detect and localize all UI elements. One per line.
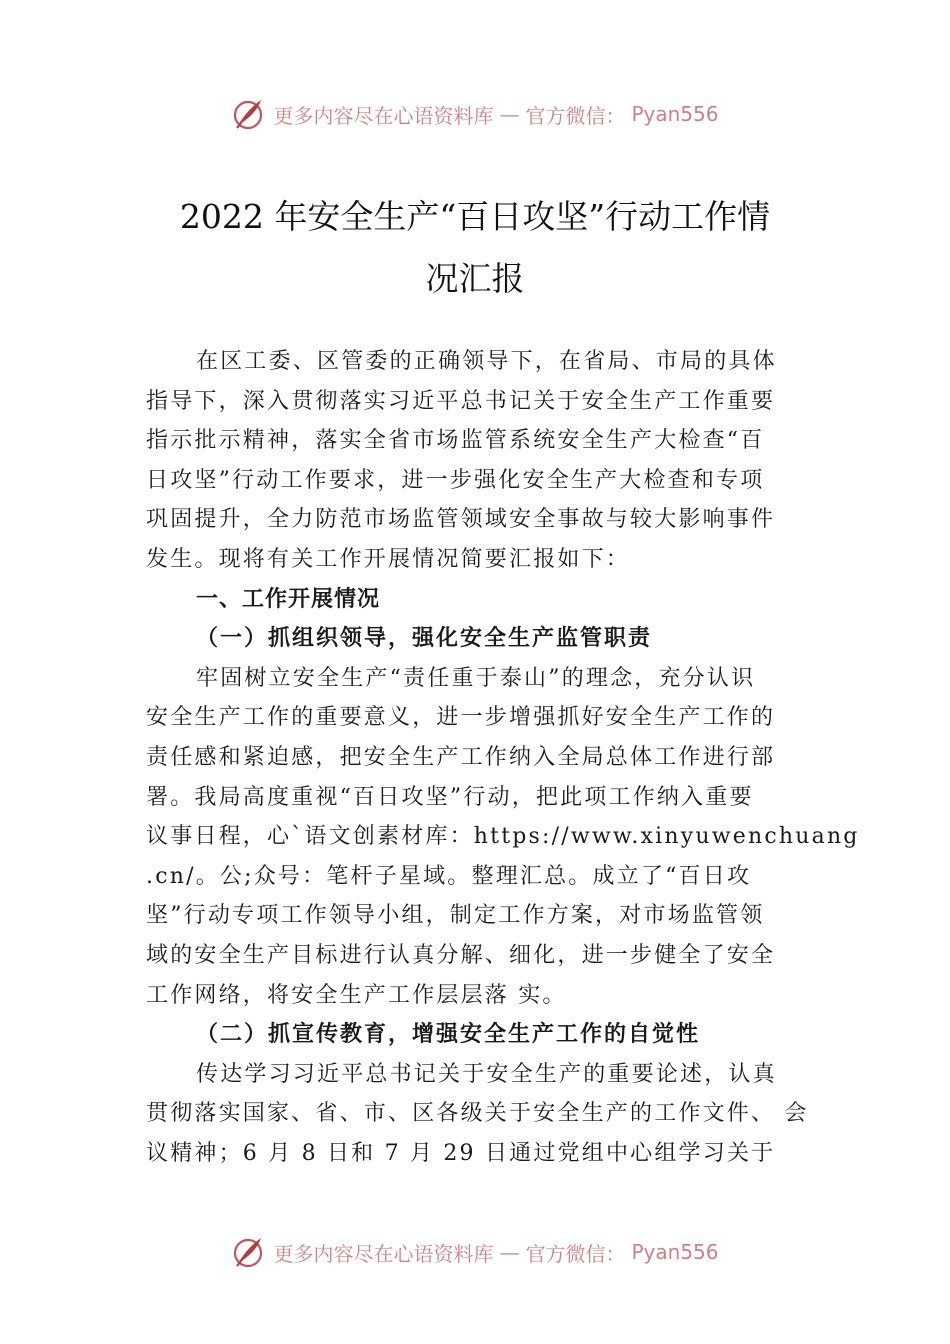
quill-logo-icon (231, 96, 267, 132)
body-line: 指示批示精神，落实全省市场监管系统安全生产大检查“百 (146, 428, 765, 454)
watermark-brand-text: 更多内容尽在心语资料库 (273, 103, 494, 128)
watermark-wechat-id: Pyan556 (631, 102, 719, 126)
document-body (146, 342, 860, 1173)
body-line: 议精神；6 月 8 日和 7 月 29 日通过党组中心组学习关于 (146, 1140, 776, 1166)
body-line: 责任感和紧迫感，把安全生产工作纳入全局总体工作进行部 (146, 744, 776, 770)
body-line: 工作网络，将安全生产工作层层落 实。 (146, 982, 567, 1008)
title-line-1: 2022 年安全生产“百日攻坚”行动工作情 (179, 197, 771, 236)
body-line: 牢固树立安全生产“责任重于泰山”的理念，充分认识 (196, 665, 756, 691)
subsection-heading: （二）抓宣传教育，增强安全生产工作的自觉性 (196, 1021, 701, 1048)
body-line: 坚”行动专项工作领导小组，制定工作方案，对市场监管领 (146, 903, 765, 929)
watermark-separator: — (499, 1240, 520, 1264)
body-line: 贯彻落实国家、省、市、区各级关于安全生产的工作文件、 会 (146, 1101, 809, 1127)
document-title (100, 186, 850, 310)
subsection-heading: （一）抓组织领导，强化安全生产监管职责 (196, 625, 653, 652)
body-line: 在区工委、区管委的正确领导下，在省局、市局的具体 (196, 349, 777, 374)
body-line: 指导下，深入贯彻落实习近平总书记关于安全生产工作重要 (146, 388, 776, 414)
body-line: 署。我局高度重视“百日攻坚”行动，把此项工作纳入重要 (146, 784, 754, 810)
watermark-brand-text: 更多内容尽在心语资料库 (273, 1241, 494, 1266)
body-line: 发生。现将有关工作开展情况简要汇报如下： (146, 546, 631, 572)
section-heading: 一、工作开展情况 (196, 586, 381, 612)
watermark-label: 官方微信： (525, 1241, 626, 1266)
body-line: 巩固提升，全力防范市场监管领域安全事故与较大影响事件 (146, 507, 776, 533)
watermark-top (0, 94, 950, 134)
body-line: 域的安全生产目标进行认真分解、细化，进一步健全了安全 (146, 942, 776, 968)
watermark-wechat-id: Pyan556 (631, 1240, 719, 1264)
body-line: 议事日程，心`语文创素材库：https://www.xinyuwenchuang (146, 824, 860, 850)
body-line: 传达学习习近平总书记关于安全生产的重要论述，认真 (196, 1061, 777, 1087)
body-line: 日攻坚”行动工作要求，进一步强化安全生产大检查和专项 (146, 467, 765, 493)
quill-logo-icon (231, 1234, 267, 1270)
watermark-separator: — (499, 102, 520, 126)
body-line: 安全生产工作的重要意义，进一步增强抓好安全生产工作的 (146, 705, 776, 731)
watermark-label: 官方微信： (525, 103, 626, 128)
body-line: .cn/。公;众号：笔杆子星域。整理汇总。成立了“百日攻 (146, 863, 752, 889)
title-line-2: 况汇报 (425, 259, 525, 298)
watermark-bottom (0, 1232, 950, 1272)
